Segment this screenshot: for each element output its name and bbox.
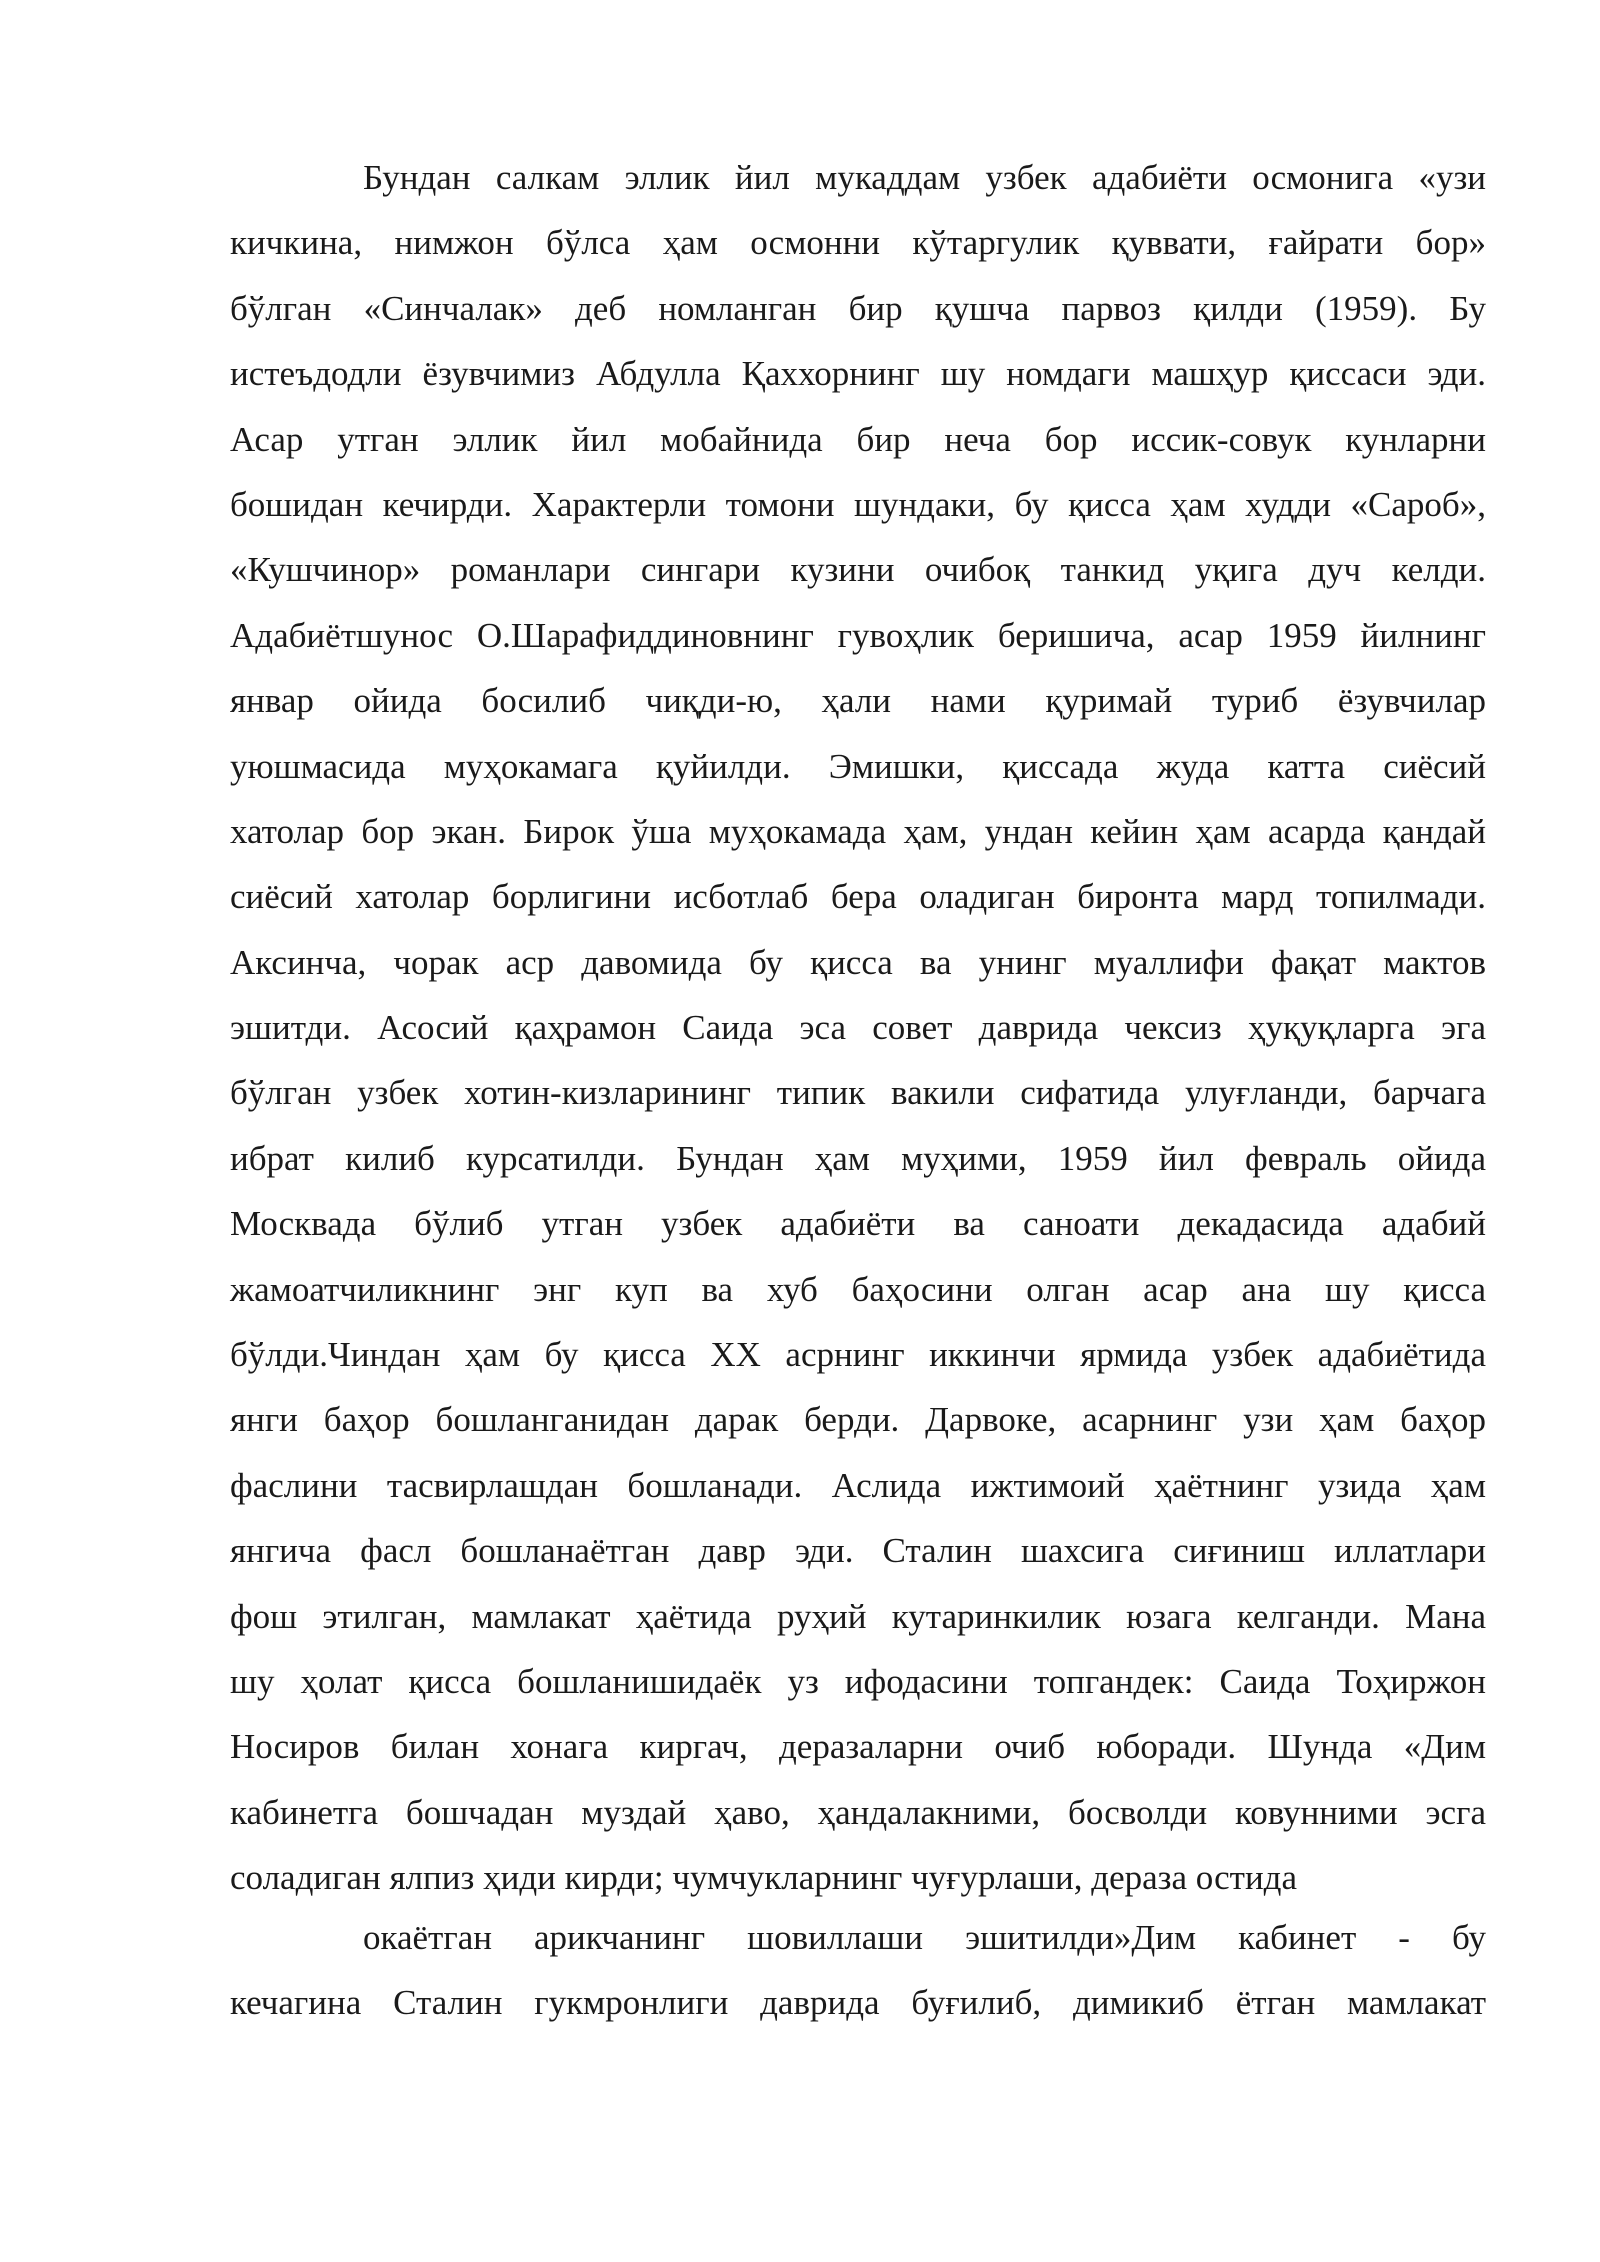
text-line: янгича фасл бошланаётган давр эди. Сталин шахсига сиғиниш иллатлари xyxy=(230,1531,1486,1571)
paragraph-1 xyxy=(230,145,1486,1911)
text-line: уюшмасида муҳокамага қуйилди. Эмишки, қиссада жуда катта сиёсий xyxy=(230,746,1486,786)
text-line: жамоатчиликнинг энг куп ва хуб баҳосини олган асар ана шу қисса xyxy=(230,1269,1486,1309)
text-line: янги баҳор бошланганидан дарак берди. Дарвоке, асарнинг узи ҳам баҳор xyxy=(230,1400,1486,1440)
text-line: эшитди. Асосий қаҳрамон Саида эса совет даврида чексиз ҳуқуқларга эга xyxy=(230,1008,1486,1048)
text-line: шу ҳолат қисса бошланишидаёк уз ифодасини топгандек: Саида Тоҳиржон xyxy=(230,1661,1486,1701)
text-line: бўлган узбек хотин-кизларининг типик вакили сифатида улуғланди, барчага xyxy=(230,1073,1486,1113)
text-line: Москвада бўлиб утган узбек адабиёти ва саноати декадасида адабий xyxy=(230,1204,1486,1244)
text-line: хатолар бор экан. Бирок ўша муҳокамада ҳам, ундан кейин ҳам асарда қандай xyxy=(230,811,1486,851)
text-line: фош этилган, мамлакат ҳаётида руҳий кутаринкилик юзага келганди. Мана xyxy=(230,1596,1486,1636)
text-line: фаслини тасвирлашдан бошланади. Аслида ижтимоий ҳаётнинг узида ҳам xyxy=(230,1465,1486,1505)
text-line: сиёсий хатолар борлигини исботлаб бера оладиган биронта мард топилмади. xyxy=(230,877,1486,917)
text-line: кабинетга бошчадан муздай ҳаво, ҳандалакними, босволди ковунними эсга xyxy=(230,1792,1486,1832)
text-line: Бундан салкам эллик йил мукаддам узбек адабиёти осмонига «узи xyxy=(363,158,1486,197)
text-line: Адабиётшунос О.Шарафиддиновнинг гувоҳлик беришича, асар 1959 йилнинг xyxy=(230,615,1486,655)
text-line: окаётган арикчанинг шовиллаши эшитилди»Дим кабинет - бу xyxy=(363,1918,1486,1957)
text-line: кичкина, нимжон бўлса ҳам осмонни кўтаргулик қуввати, ғайрати бор» xyxy=(230,223,1486,263)
text-line: соладиган ялпиз ҳиди кирди; чумчукларнинг чуғурлаши, дераза остида xyxy=(230,1858,1298,1898)
text-line: ибрат килиб курсатилди. Бундан ҳам муҳими, 1959 йил февраль ойида xyxy=(230,1138,1486,1178)
text-line: бўлди.Чиндан ҳам бу қисса XX асрнинг иккинчи ярмида узбек адабиётида xyxy=(230,1335,1486,1375)
text-line: Асар утган эллик йил мобайнида бир неча бор иссик-совук кунларни xyxy=(230,419,1486,459)
paragraph-2 xyxy=(230,1905,1486,2036)
text-line: кечагина Сталин гукмронлиги даврида буғилиб, димикиб ётган мамлакат xyxy=(230,1983,1486,2023)
text-line: бошидан кечирди. Характерли томони шундаки, бу қисса ҳам худди «Сароб», xyxy=(230,484,1486,524)
text-line: Аксинча, чорак аср давомида бу қисса ва унинг муаллифи фақат мактов xyxy=(230,942,1486,982)
text-line: Носиров билан хонага киргач, деразаларни очиб юборади. Шунда «Дим xyxy=(230,1727,1486,1767)
text-line: бўлган «Синчалак» деб номланган бир қушча парвоз қилди (1959). Бу xyxy=(230,288,1486,328)
text-line: «Кушчинор» романлари сингари кузини очибоқ танкид уқига дуч келди. xyxy=(230,550,1486,590)
text-line: январ ойида босилиб чиқди-ю, ҳали нами қуримай туриб ёзувчилар xyxy=(230,681,1486,721)
text-line: истеъдодли ёзувчимиз Абдулла Қаххорнинг шу номдаги машҳур қиссаси эди. xyxy=(230,354,1486,394)
